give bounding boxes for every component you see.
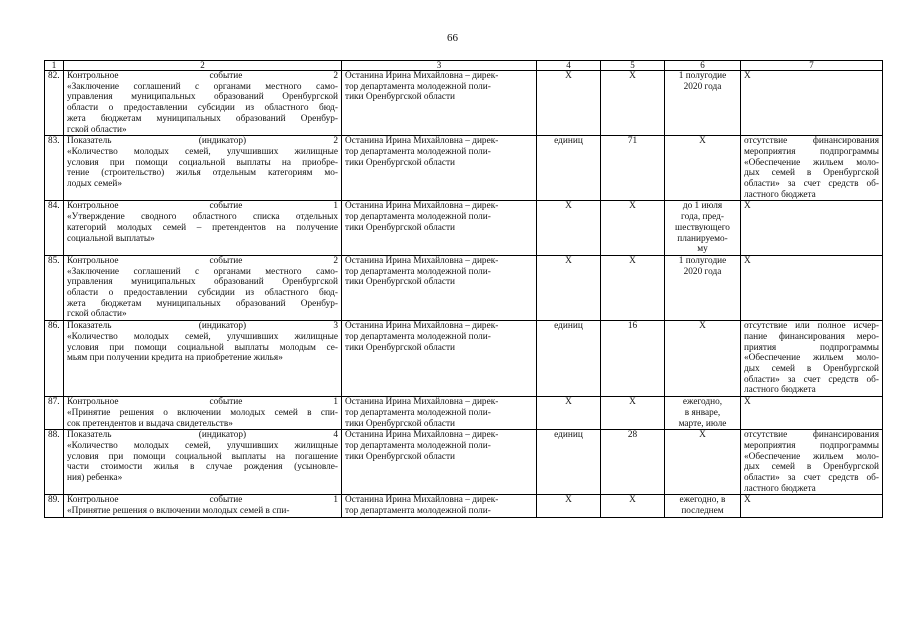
text-line: марте, июле xyxy=(678,418,727,429)
event-description xyxy=(64,397,342,430)
responsible-person xyxy=(342,495,537,517)
text-line: планируемо- xyxy=(677,233,728,244)
term-cell xyxy=(665,136,741,201)
table-row xyxy=(45,71,883,136)
header-cell: 3 xyxy=(342,61,537,71)
text-line: Показатель (индикатор) 2 xyxy=(67,136,338,147)
text-line: тики Оренбургской области xyxy=(345,418,456,429)
text-line: жета бюджетам муниципальных образований Оренбур- xyxy=(67,113,338,124)
term-cell xyxy=(665,321,741,397)
header-cell: 1 xyxy=(45,61,64,71)
value-cell: Х xyxy=(601,397,665,430)
row-number: 83. xyxy=(45,136,64,201)
text-line: области о предоставлении субсидии из областного бюд- xyxy=(67,288,338,299)
note-cell xyxy=(741,430,883,495)
term-cell xyxy=(665,495,741,517)
event-description xyxy=(64,136,342,201)
header-cell: 7 xyxy=(741,61,883,71)
text-line: Х xyxy=(744,201,751,212)
text-line: тор департамента молодежной поли- xyxy=(345,331,491,342)
text-line: «Обеспечение жильем моло- xyxy=(744,157,879,168)
event-description xyxy=(64,430,342,495)
responsible-person xyxy=(342,255,537,320)
text-line: тение (строительство) жилья отдельным категориям мо- xyxy=(67,168,338,179)
text-line: области» за счет средств об- xyxy=(744,374,879,385)
row-number: 88. xyxy=(45,430,64,495)
text-line: 1 полугодие xyxy=(678,71,727,81)
unit-cell: Х xyxy=(537,397,601,430)
text-line: Останина Ирина Михайловна – дирек- xyxy=(345,201,499,212)
text-line: 1 полугодие xyxy=(678,255,727,266)
text-line: тор департамента молодежной поли- xyxy=(345,146,491,157)
text-line: Останина Ирина Михайловна – дирек- xyxy=(345,255,499,266)
value-cell: Х xyxy=(601,71,665,136)
header-cell: 6 xyxy=(665,61,741,71)
text-line: тики Оренбургской области xyxy=(345,277,456,288)
text-line: Показатель (индикатор) 4 xyxy=(67,430,338,441)
term-cell xyxy=(665,255,741,320)
table-row xyxy=(45,321,883,397)
text-line: 2020 года xyxy=(683,266,722,277)
text-line: мероприятия подпрограммы xyxy=(744,146,879,157)
text-line: пание финансирования меро- xyxy=(744,331,879,342)
unit-cell: Х xyxy=(537,255,601,320)
text-line: «Количество молодых семей, улучшивших жилищные xyxy=(67,331,338,342)
note-cell xyxy=(741,255,883,320)
table-row xyxy=(45,136,883,201)
text-line: «Обеспечение жильем моло- xyxy=(744,451,879,462)
term-cell xyxy=(665,430,741,495)
text-line: Контрольное событие 2 xyxy=(67,71,338,81)
text-line: тор департамента молодежной поли- xyxy=(345,506,491,517)
text-line: тики Оренбургской области xyxy=(345,342,456,353)
text-line: социальной выплаты» xyxy=(67,233,155,244)
text-line: гской области» xyxy=(67,124,127,135)
text-line: Останина Ирина Михайловна – дирек- xyxy=(345,321,499,332)
text-line: ластного бюджета xyxy=(744,483,816,494)
term-cell xyxy=(665,71,741,136)
text-line: «Заключение соглашений с органами местного само- xyxy=(67,81,338,92)
text-line: тор департамента молодежной поли- xyxy=(345,81,491,92)
note-cell xyxy=(741,136,883,201)
note-cell xyxy=(741,321,883,397)
event-description xyxy=(64,255,342,320)
header-cell: 2 xyxy=(64,61,342,71)
responsible-person xyxy=(342,321,537,397)
row-number: 87. xyxy=(45,397,64,430)
page-number: 66 xyxy=(447,32,458,44)
text-line: управления муниципальных образований Оренбургской xyxy=(67,277,338,288)
text-line: тор департамента молодежной поли- xyxy=(345,407,491,418)
text-line: Останина Ирина Михайловна – дирек- xyxy=(345,430,499,441)
table-row xyxy=(45,430,883,495)
text-line: условия при помощи социальной выплаты на погашение xyxy=(67,451,338,462)
text-line: Останина Ирина Михайловна – дирек- xyxy=(345,136,499,147)
note-cell xyxy=(741,495,883,517)
text-line: отсутствие финансирования xyxy=(744,430,879,441)
text-line: Показатель (индикатор) 3 xyxy=(67,321,338,332)
text-line: категорий молодых семей – претендентов на получение xyxy=(67,222,338,233)
text-line: области о предоставлении субсидии из областного бюд- xyxy=(67,103,338,114)
row-number: 86. xyxy=(45,321,64,397)
value-cell: Х xyxy=(601,255,665,320)
text-line: лодых семей» xyxy=(67,179,122,190)
text-line: 2020 года xyxy=(683,81,722,92)
text-line: Останина Ирина Михайловна – дирек- xyxy=(345,397,499,408)
unit-cell: Х xyxy=(537,71,601,136)
text-line: шествующего xyxy=(675,222,730,233)
value-cell: Х xyxy=(601,495,665,517)
event-description xyxy=(64,71,342,136)
text-line: «Обеспечение жильем моло- xyxy=(744,353,879,364)
text-line: части стоимости жилья в случае рождения (усыновле- xyxy=(67,462,338,473)
term-cell xyxy=(665,201,741,256)
row-number: 84. xyxy=(45,201,64,256)
text-line: тики Оренбургской области xyxy=(345,222,456,233)
value-cell: Х xyxy=(601,201,665,256)
text-line: «Количество молодых семей, улучшивших жилищные xyxy=(67,440,338,451)
text-line: тор департамента молодежной поли- xyxy=(345,440,491,451)
event-description xyxy=(64,495,342,517)
text-line: условия при помощи социальной выплаты молодым се- xyxy=(67,342,338,353)
unit-cell: Х xyxy=(537,495,601,517)
header-cell: 5 xyxy=(601,61,665,71)
text-line: «Принятие решения о включении молодых семей в спи- xyxy=(67,407,338,418)
text-line: «Количество молодых семей, улучшивших жилищные xyxy=(67,146,338,157)
row-number: 82. xyxy=(45,71,64,136)
text-line: жета бюджетам муниципальных образований Оренбур- xyxy=(67,298,338,309)
responsible-person xyxy=(342,136,537,201)
text-line: условия при помощи социальной выплаты на приобре- xyxy=(67,157,338,168)
text-line: Х xyxy=(699,136,706,147)
value-cell: 71 xyxy=(601,136,665,201)
text-line: «Заключение соглашений с органами местного само- xyxy=(67,266,338,277)
note-cell xyxy=(741,397,883,430)
unit-cell: единиц xyxy=(537,136,601,201)
text-line: тор департамента молодежной поли- xyxy=(345,212,491,223)
text-line: ластного бюджета xyxy=(744,189,816,200)
text-line: Х xyxy=(699,430,706,441)
header-cell: 4 xyxy=(537,61,601,71)
text-line: тики Оренбургской области xyxy=(345,92,456,103)
responsible-person xyxy=(342,71,537,136)
value-cell: 28 xyxy=(601,430,665,495)
text-line: «Утверждение сводного областного списка отдельных xyxy=(67,212,338,223)
text-line: отсутствие финансирования xyxy=(744,136,879,147)
text-line: до 1 июля xyxy=(682,201,723,212)
text-line: года, пред- xyxy=(681,212,724,223)
text-line: Х xyxy=(744,397,751,408)
text-line: последнем xyxy=(681,506,724,517)
unit-cell: Х xyxy=(537,201,601,256)
text-line: Х xyxy=(744,495,751,506)
text-line: дых семей в Оренбургской xyxy=(744,462,879,473)
text-line: Х xyxy=(744,71,751,81)
text-line: тор департамента молодежной поли- xyxy=(345,266,491,277)
table-row xyxy=(45,397,883,430)
text-line: Х xyxy=(699,321,706,332)
text-line: мероприятия подпрограммы xyxy=(744,440,879,451)
unit-cell: единиц xyxy=(537,430,601,495)
text-line: области» за счет средств об- xyxy=(744,179,879,190)
text-line: тики Оренбургской области xyxy=(345,451,456,462)
text-line: сок претендентов и выдача свидетельств» xyxy=(67,418,233,429)
text-line: в январе, xyxy=(684,407,721,418)
note-cell xyxy=(741,71,883,136)
text-line: управления муниципальных образований Оренбургской xyxy=(67,92,338,103)
responsible-person xyxy=(342,397,537,430)
row-number: 85. xyxy=(45,255,64,320)
event-description xyxy=(64,321,342,397)
text-line: Контрольное событие 1 xyxy=(67,495,338,506)
text-line: дых семей в Оренбургской xyxy=(744,168,879,179)
unit-cell: единиц xyxy=(537,321,601,397)
text-line: отсутствие или полное исчер- xyxy=(744,321,879,332)
text-line: ежегодно, xyxy=(682,397,723,408)
plan-table xyxy=(44,60,883,518)
text-line: Х xyxy=(744,255,751,266)
value-cell: 16 xyxy=(601,321,665,397)
text-line: ластного бюджета xyxy=(744,385,816,396)
text-line: ния) ребенка» xyxy=(67,473,123,484)
text-line: му xyxy=(697,244,708,255)
table-row xyxy=(45,201,883,256)
responsible-person xyxy=(342,430,537,495)
text-line: приятия подпрограммы xyxy=(744,342,879,353)
table-row xyxy=(45,255,883,320)
text-line: Контрольное событие 1 xyxy=(67,397,338,408)
text-line: Контрольное событие 1 xyxy=(67,201,338,212)
row-number: 89. xyxy=(45,495,64,517)
text-line: Останина Ирина Михайловна – дирек- xyxy=(345,71,499,81)
text-line: области» за счет средств об- xyxy=(744,473,879,484)
text-line: Останина Ирина Михайловна – дирек- xyxy=(345,495,499,506)
term-cell xyxy=(665,397,741,430)
text-line: тики Оренбургской области xyxy=(345,157,456,168)
event-description xyxy=(64,201,342,256)
table-row xyxy=(45,495,883,517)
text-line: ежегодно, в xyxy=(679,495,726,506)
header-row xyxy=(45,61,883,71)
text-line: гской области» xyxy=(67,309,127,320)
text-line: мьям при получении кредита на приобретение жилья» xyxy=(67,353,283,364)
responsible-person xyxy=(342,201,537,256)
text-line: Контрольное событие 2 xyxy=(67,255,338,266)
text-line: дых семей в Оренбургской xyxy=(744,363,879,374)
note-cell xyxy=(741,201,883,256)
text-line: «Принятие решения о включении молодых семей в спи- xyxy=(67,506,290,517)
